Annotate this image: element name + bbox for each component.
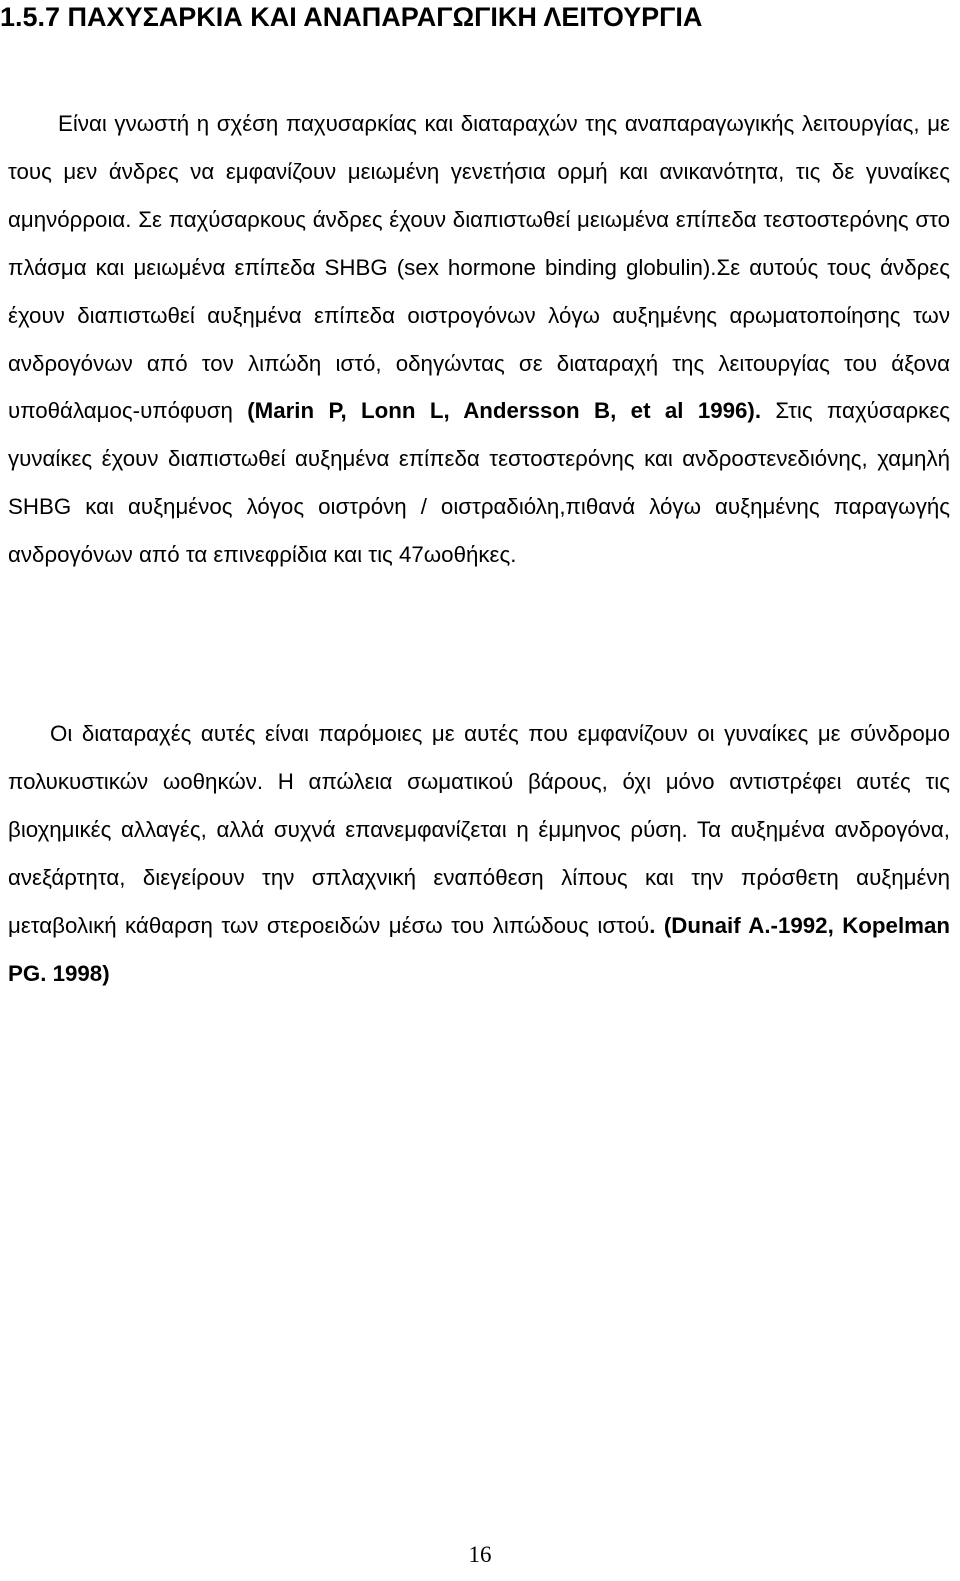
paragraph-text: Οι διαταραχές αυτές είναι παρόμοιες με αυτές που εμφανίζουν οι γυναίκες με σύνδρομο πολυκυστικών ωοθηκών. Η απώλεια σωματικού βάρους, όχι μόνο αντιστρέφει αυτές τις βιοχημικές αλλαγές, αλλά συχνά επανεμφανίζεται η έμμηνος ρύση. Τα αυξημένα ανδρογόνα, ανεξάρτητα, διεγείρουν την σπλαχνική εναπόθεση λίπους και την πρόσθετη αυξημένη μεταβολική κάθαρση των στεροειδών μέσω του λιπώδους ιστού (8, 721, 950, 938)
page-number: 16 (468, 1542, 492, 1567)
paragraph-text: Στις παχύσαρκες γυναίκες έχουν διαπιστωθεί αυξημένα επίπεδα τεστοστερόνης και ανδροστενεδιόνης, χαμηλή SHBG και αυξημένος λόγος οιστρόνη / οιστραδιόλη,πιθανά λόγω αυξημένης παραγωγής ανδρογόνων από τα επινεφρίδια και τις 47ωοθήκες. (8, 398, 951, 568)
citation-dunaif-kopelman: . (Dunaif A.-1992, Kopelman PG. 1998) (8, 912, 950, 986)
paragraph-text: Είναι γνωστή η σχέση παχυσαρκίας και διαταραχών της αναπαραγωγικής λειτουργίας, με τους μεν άνδρες να εμφανίζουν μειωμένη γενετήσια ορμή και ανικανότητα, τις δε γυναίκες αμηνόρροια. Σε παχύσαρκους άνδρες έχουν διαπιστωθεί μειωμένα επίπεδα τεστοστερόνης στο πλάσμα και μειωμένα επίπεδα SHBG (sex hormone binding globulin).Σε αυτούς τους άνδρες έχουν διαπιστωθεί αυξημένα επίπεδα οιστρογόνων λόγω αυξημένης αρωματοποίησης των ανδρογόνων από τον λιπώδη ιστό, οδηγώντας σε διαταραχή της λειτουργίας του άξονα υποθάλαμος-υπόφυση (8, 111, 950, 424)
paragraph-obesity-reproduction (8, 100, 950, 579)
citation-marin: (Marin P, Lonn L, Andersson B, et al 1996). (247, 398, 762, 424)
paragraph-pcos (8, 710, 950, 997)
section-heading: 1.5.7 ΠΑΧΥΣΑΡΚΙΑ ΚΑΙ ΑΝΑΠΑΡΑΓΩΓΙΚΗ ΛΕΙΤΟΥΡΓΙΑ (0, 2, 703, 32)
